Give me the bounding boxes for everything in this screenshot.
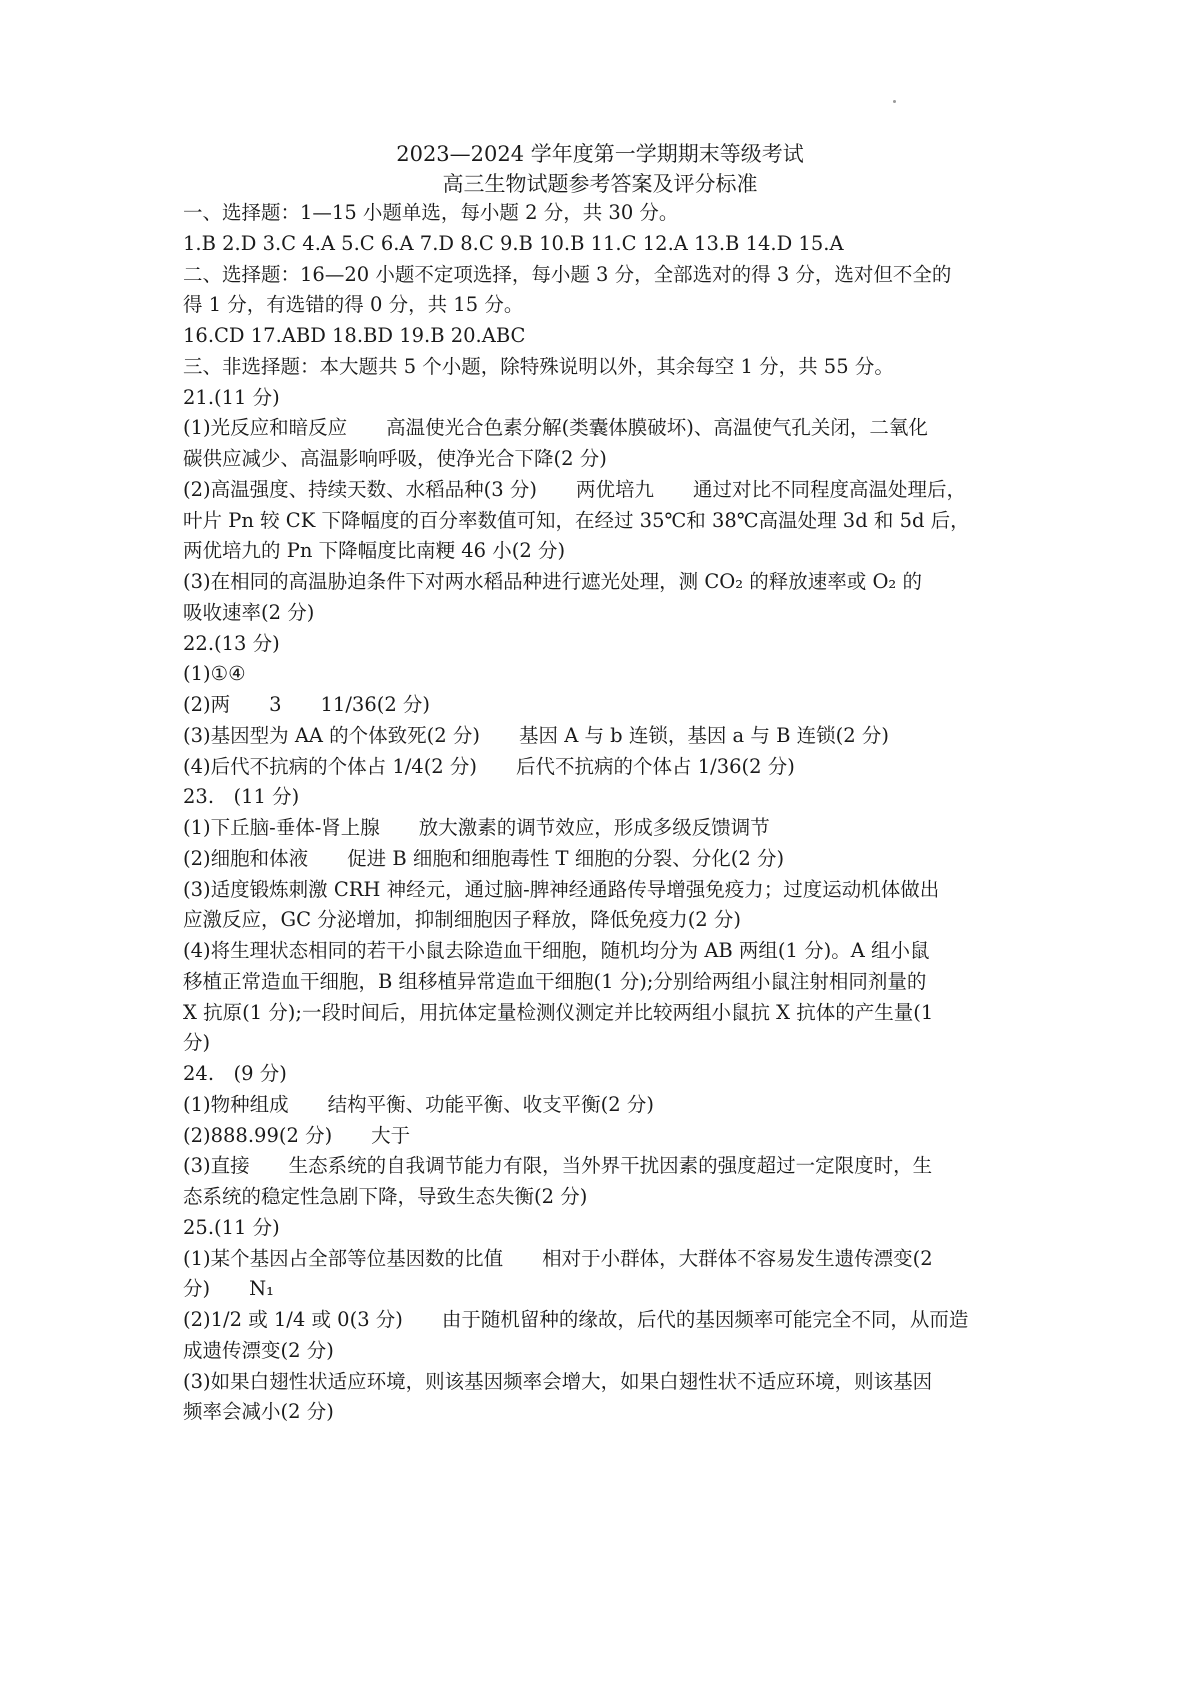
text-line: (2)1/2 或 1/4 或 0(3 分) 由于随机留种的缘故，后代的基因频率可能完全不同，从而造 — [183, 1308, 969, 1331]
text-line: (1)下丘脑-垂体-肾上腺 放大激素的调节效应，形成多级反馈调节 — [183, 816, 770, 839]
text-line: 分) — [183, 1031, 211, 1055]
text-line: 21.(11 分) — [183, 385, 280, 409]
text-line: 吸收速率(2 分) — [183, 600, 315, 624]
text-line: (1)某个基因占全部等位基因数的比值 相对于小群体，大群体不容易发生遗传漂变(2 — [183, 1246, 933, 1270]
document-subtitle: 高三生物试题参考答案及评分标准 — [442, 172, 758, 196]
text-line: 态系统的稳定性急剧下降，导致生态失衡(2 分) — [183, 1185, 588, 1208]
text-line: 碳供应减少、高温影响呼吸，使净光合下降(2 分) — [183, 447, 607, 470]
text-line: 25.(11 分) — [183, 1215, 280, 1239]
text-line: 16.CD 17.ABD 18.BD 19.B 20.ABC — [183, 324, 526, 347]
text-line: (3)基因型为 AA 的个体致死(2 分) 基因 A 与 b 连锁，基因 a 与 B 连锁(2 分) — [183, 723, 889, 747]
text-line: 1.B 2.D 3.C 4.A 5.C 6.A 7.D 8.C 9.B 10.B 11.C 12.A 13.B 14.D 15.A — [183, 231, 844, 255]
text-line: (4)后代不抗病的个体占 1/4(2 分) 后代不抗病的个体占 1/36(2 分) — [183, 754, 795, 778]
text-line: 频率会减小(2 分) — [183, 1400, 334, 1424]
text-line: 22.(13 分) — [183, 631, 280, 655]
document-title: 2023—2024 学年度第一学期期末等级考试 — [396, 142, 804, 166]
text-line: 成遗传漂变(2 分) — [183, 1338, 334, 1362]
text-line: 得 1 分，有选错的得 0 分，共 15 分。 — [183, 293, 524, 317]
text-line: 二、选择题：16—20 小题不定项选择，每小题 3 分，全部选对的得 3 分，选对但不全的 — [183, 262, 952, 286]
text-line: (3)在相同的高温胁迫条件下对两水稻品种进行遮光处理，测 CO₂ 的释放速率或 O₂ 的 — [183, 570, 922, 593]
text-line: 一、选择题：1—15 小题单选，每小题 2 分，共 30 分。 — [183, 201, 679, 224]
scan-speck — [893, 100, 896, 103]
text-line: 24. (9 分) — [183, 1062, 287, 1085]
text-line: (3)如果白翅性状适应环境，则该基因频率会增大，如果白翅性状不适应环境，则该基因 — [183, 1369, 933, 1393]
text-line: (2)高温强度、持续天数、水稻品种(3 分) 两优培九 通过对比不同程度高温处理后， — [183, 477, 966, 501]
text-line: (3)适度锻炼刺激 CRH 神经元，通过脑-脾神经通路传导增强免疫力；过度运动机体做出 — [183, 877, 940, 901]
text-line: 移植正常造血干细胞，B 组移植异常造血干细胞(1 分);分别给两组小鼠注射相同剂量的 — [183, 969, 927, 993]
text-line: (1)物种组成 结构平衡、功能平衡、收支平衡(2 分) — [183, 1092, 654, 1116]
text-line: (3)直接 生态系统的自我调节能力有限，当外界干扰因素的强度超过一定限度时，生 — [183, 1154, 933, 1178]
text-line: (1)光反应和暗反应 高温使光合色素分解(类囊体膜破坏)、高温使气孔关闭，二氧化 — [183, 416, 928, 440]
text-line: (2)细胞和体液 促进 B 细胞和细胞毒性 T 细胞的分裂、分化(2 分) — [183, 846, 785, 870]
text-line: (1)①④ — [183, 662, 246, 686]
text-line: 三、非选择题：本大题共 5 个小题，除特殊说明以外，其余每空 1 分，共 55 分。 — [183, 354, 894, 378]
text-line: 叶片 Pn 较 CK 下降幅度的百分率数值可知，在经过 35℃和 38℃高温处理 3d 和 5d 后， — [183, 508, 970, 532]
text-line: 两优培九的 Pn 下降幅度比南粳 46 小(2 分) — [183, 539, 566, 563]
text-line: (2)888.99(2 分) 大于 — [183, 1123, 411, 1147]
text-line: 分) N₁ — [183, 1277, 274, 1301]
text-line: 应激反应，GC 分泌增加，抑制细胞因子释放，降低免疫力(2 分) — [183, 908, 742, 932]
text-line: (4)将生理状态相同的若干小鼠去除造血干细胞，随机均分为 AB 两组(1 分)。A 组小鼠 — [183, 939, 930, 962]
text-line: (2)两 3 11/36(2 分) — [183, 693, 431, 716]
text-line: 23. (11 分) — [183, 785, 300, 809]
text-line: X 抗原(1 分);一段时间后，用抗体定量检测仪测定并比较两组小鼠抗 X 抗体的产生量(1 — [183, 1000, 934, 1024]
